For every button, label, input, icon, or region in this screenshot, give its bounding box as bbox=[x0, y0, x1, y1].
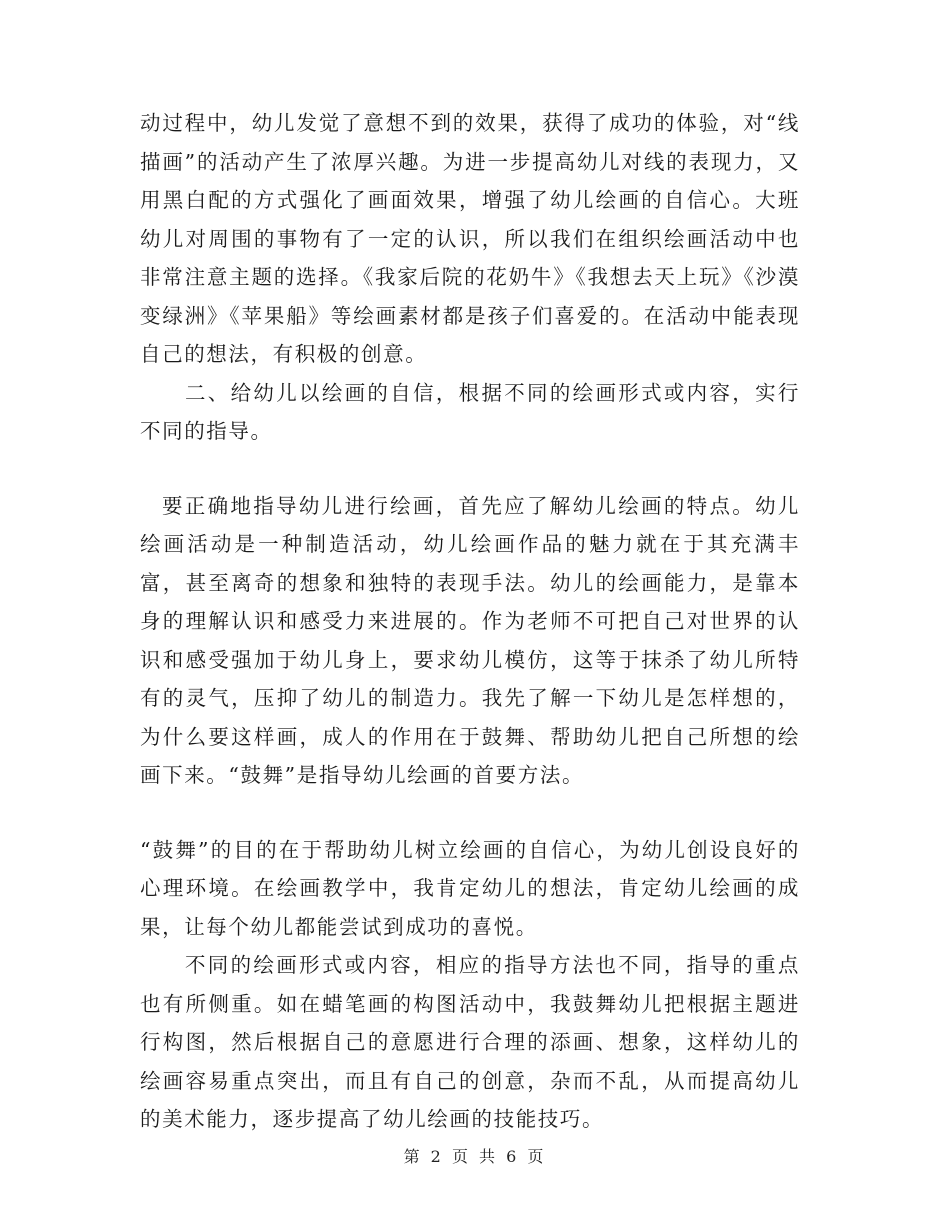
paragraph-different-guidance: 不同的绘画形式或内容，相应的指导方法也不同，指导的重点也有所侧重。如在蜡笔画的构图活动中，我鼓舞幼儿把根据主题进行构图，然后根据自己的意愿进行合理的添画、想象，这样幼儿的绘画容易重点突出，而且有自己的创意，杂而不乱，从而提高幼儿的美术能力，逐步提高了幼儿绘画的技能技巧。 bbox=[140, 953, 800, 1131]
paragraph-gap bbox=[140, 451, 800, 487]
section-heading-two: 二、给幼儿以绘画的自信，根据不同的绘画形式或内容，实行不同的指导。 bbox=[140, 380, 800, 443]
paragraph-encouragement: “鼓舞”的目的在于帮助幼儿树立绘画的自信心，为幼儿创设良好的心理环境。在绘画教学中，我肯定幼儿的想法，肯定幼儿绘画的成果，让每个幼儿都能尝试到成功的喜悦。 bbox=[140, 837, 800, 939]
paragraph-drawing-characteristics: 要正确地指导幼儿进行绘画，首先应了解幼儿绘画的特点。幼儿绘画活动是一种制造活动，幼儿绘画作品的魅力就在于其充满丰富，甚至离奇的想象和独特的表现手法。幼儿的绘画能力，是靠本身的理解认识和感受力来进展的。作为老师不可把自己对世界的认识和感受强加于幼儿身上，要求幼儿模仿，这等于抹杀了幼儿所特有的灵气，压抑了幼儿的制造力。我先了解一下幼儿是怎样想的，为什么要这样画，成人的作用在于鼓舞、帮助幼儿把自己所想的绘画下来。“鼓舞”是指导幼儿绘画的首要方法。 bbox=[140, 493, 800, 787]
page-number-footer: 第 2 页 共 6 页 bbox=[403, 1147, 547, 1166]
paragraph-continuation: 动过程中，幼儿发觉了意想不到的效果，获得了成功的体验，对“线描画”的活动产生了浓厚兴趣。为进一步提高幼儿对线的表现力，又用黑白配的方式强化了画面效果，增强了幼儿绘画的自信心。大班幼儿对周围的事物有了一定的认识，所以我们在组织绘画活动中也非常注意主题的选择。《我家后院的花奶牛》《我想去天上玩》《沙漠变绿洲》《苹果船》等绘画素材都是孩子们喜爱的。在活动中能表现自己的想法，有积极的创意。 bbox=[140, 111, 800, 366]
document-body bbox=[140, 104, 800, 1139]
paragraph-gap bbox=[140, 795, 800, 831]
